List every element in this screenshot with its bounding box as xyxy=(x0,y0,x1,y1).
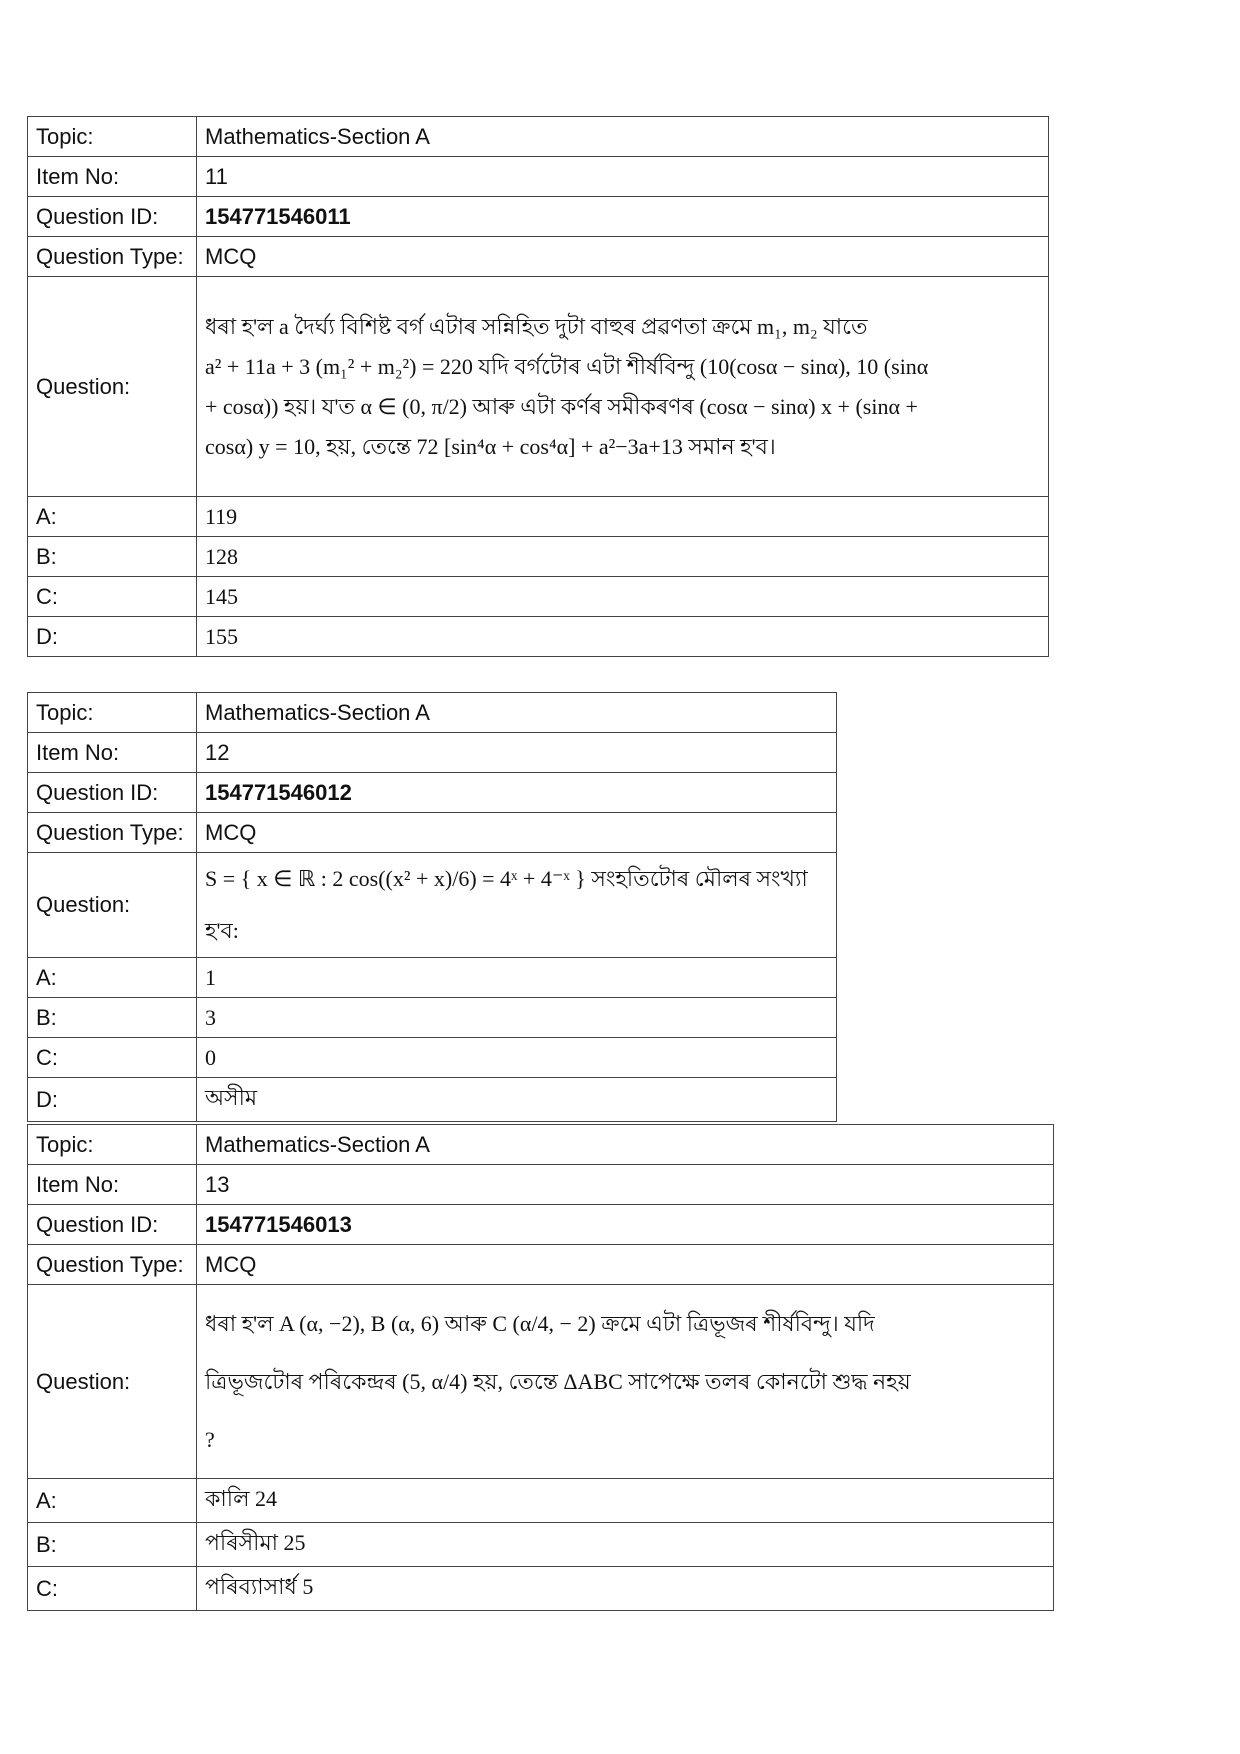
option-c-row xyxy=(28,1567,1054,1611)
question-label: Question: xyxy=(28,1285,197,1479)
question-id-value: 154771546013 xyxy=(197,1205,1054,1245)
option-b-value: 128 xyxy=(197,537,1049,577)
question-line: ত্ৰিভূজটোৰ পৰিকেন্দ্ৰৰ (5, α/4) হয়, তেন্তে ΔABC সাপেক্ষে তলৰ কোনটো শুদ্ধ নহয় xyxy=(205,1368,911,1394)
question-label: Question: xyxy=(28,853,197,958)
option-b-value: 3 xyxy=(197,998,837,1038)
question-line: ধৰা হ'ল A (α, −2), B (α, 6) আৰু C (α/4, − 2) ক্ৰমে এটা ত্ৰিভূজৰ শীৰ্ষবিন্দু। যদি xyxy=(205,1310,875,1336)
topic-label: Topic: xyxy=(28,1125,197,1165)
topic-row xyxy=(28,117,1049,157)
question-table-13 xyxy=(27,1124,1054,1611)
option-b-label: B: xyxy=(28,537,197,577)
option-b-row xyxy=(28,1523,1054,1567)
item-no-label: Item No: xyxy=(28,157,197,197)
option-d-label: D: xyxy=(28,617,197,657)
question-line: a² + 11a + 3 (m₁² + m₂²) = 220 যদি বৰ্গটোৰ এটা শীৰ্ষবিন্দু (10(cosα − sinα), 10 (sinα xyxy=(205,353,929,379)
option-d-value: 155 xyxy=(197,617,1049,657)
option-a-value: 1 xyxy=(197,958,837,998)
question-line: S = { x ∈ ℝ : 2 cos((x² + x)/6) = 4ˣ + 4⁻ˣ } সংহতিটোৰ মৌলৰ সংখ্যা হ'ব: xyxy=(205,866,808,943)
item-no-row xyxy=(28,1165,1054,1205)
option-a-row xyxy=(28,497,1049,537)
question-type-row xyxy=(28,237,1049,277)
topic-value: Mathematics-Section A xyxy=(197,117,1049,157)
topic-row xyxy=(28,1125,1054,1165)
question-table-11 xyxy=(27,116,1049,657)
option-c-value: 0 xyxy=(197,1038,837,1078)
option-c-label: C: xyxy=(28,1567,197,1611)
question-id-label: Question ID: xyxy=(28,1205,197,1245)
option-a-label: A: xyxy=(28,1479,197,1523)
option-c-label: C: xyxy=(28,1038,197,1078)
question-type-value: MCQ xyxy=(197,237,1049,277)
item-no-value: 13 xyxy=(197,1165,1054,1205)
question-row xyxy=(28,277,1049,497)
topic-label: Topic: xyxy=(28,117,197,157)
option-a-value: 119 xyxy=(197,497,1049,537)
option-a-label: A: xyxy=(28,497,197,537)
question-type-label: Question Type: xyxy=(28,1245,197,1285)
item-no-value: 11 xyxy=(197,157,1049,197)
question-id-row xyxy=(28,1205,1054,1245)
option-d-row xyxy=(28,617,1049,657)
question-id-value: 154771546012 xyxy=(197,773,837,813)
option-b-row xyxy=(28,537,1049,577)
question-table-12 xyxy=(27,692,837,1122)
topic-row xyxy=(28,693,837,733)
question-line: + cosα)) হয়। য'ত α ∈ (0, π/2) আৰু এটা কৰ্ণৰ সমীকৰণৰ (cosα − sinα) x + (sinα + xyxy=(205,393,918,419)
question-label: Question: xyxy=(28,277,197,497)
question-type-value: MCQ xyxy=(197,813,837,853)
item-no-label: Item No: xyxy=(28,1165,197,1205)
option-b-row xyxy=(28,998,837,1038)
option-d-label: D: xyxy=(28,1078,197,1122)
question-id-value: 154771546011 xyxy=(197,197,1049,237)
option-c-label: C: xyxy=(28,577,197,617)
question-row xyxy=(28,853,837,958)
question-id-row xyxy=(28,773,837,813)
question-type-label: Question Type: xyxy=(28,813,197,853)
question-id-label: Question ID: xyxy=(28,197,197,237)
question-text xyxy=(197,277,1049,497)
question-type-label: Question Type: xyxy=(28,237,197,277)
option-c-value: পৰিব্যাসাৰ্ধ 5 xyxy=(197,1567,1054,1611)
item-no-row xyxy=(28,157,1049,197)
question-type-row xyxy=(28,813,837,853)
topic-value: Mathematics-Section A xyxy=(197,693,837,733)
question-type-row xyxy=(28,1245,1054,1285)
question-line: ? xyxy=(205,1426,215,1452)
item-no-row xyxy=(28,733,837,773)
item-no-label: Item No: xyxy=(28,733,197,773)
question-row xyxy=(28,1285,1054,1479)
item-no-value: 12 xyxy=(197,733,837,773)
question-text xyxy=(197,1285,1054,1479)
question-text xyxy=(197,853,837,958)
question-type-value: MCQ xyxy=(197,1245,1054,1285)
option-d-row xyxy=(28,1078,837,1122)
option-a-label: A: xyxy=(28,958,197,998)
question-line: ধৰা হ'ল a দৈৰ্ঘ্য বিশিষ্ট বৰ্গ এটাৰ সন্নিহিত দুটা বাহুৰ প্ৰৱণতা ক্ৰমে m₁, m₂ যাতে xyxy=(205,313,868,339)
question-id-row xyxy=(28,197,1049,237)
topic-label: Topic: xyxy=(28,693,197,733)
option-c-value: 145 xyxy=(197,577,1049,617)
option-c-row xyxy=(28,577,1049,617)
question-id-label: Question ID: xyxy=(28,773,197,813)
option-a-row xyxy=(28,1479,1054,1523)
option-b-value: পৰিসীমা 25 xyxy=(197,1523,1054,1567)
option-d-value: অসীম xyxy=(197,1078,837,1122)
option-b-label: B: xyxy=(28,1523,197,1567)
topic-value: Mathematics-Section A xyxy=(197,1125,1054,1165)
question-line: cosα) y = 10, হয়, তেন্তে 72 [sin⁴α + cos⁴α] + a²−3a+13 সমান হ'ব। xyxy=(205,433,776,459)
option-a-value: কালি 24 xyxy=(197,1479,1054,1523)
option-a-row xyxy=(28,958,837,998)
option-c-row xyxy=(28,1038,837,1078)
option-b-label: B: xyxy=(28,998,197,1038)
